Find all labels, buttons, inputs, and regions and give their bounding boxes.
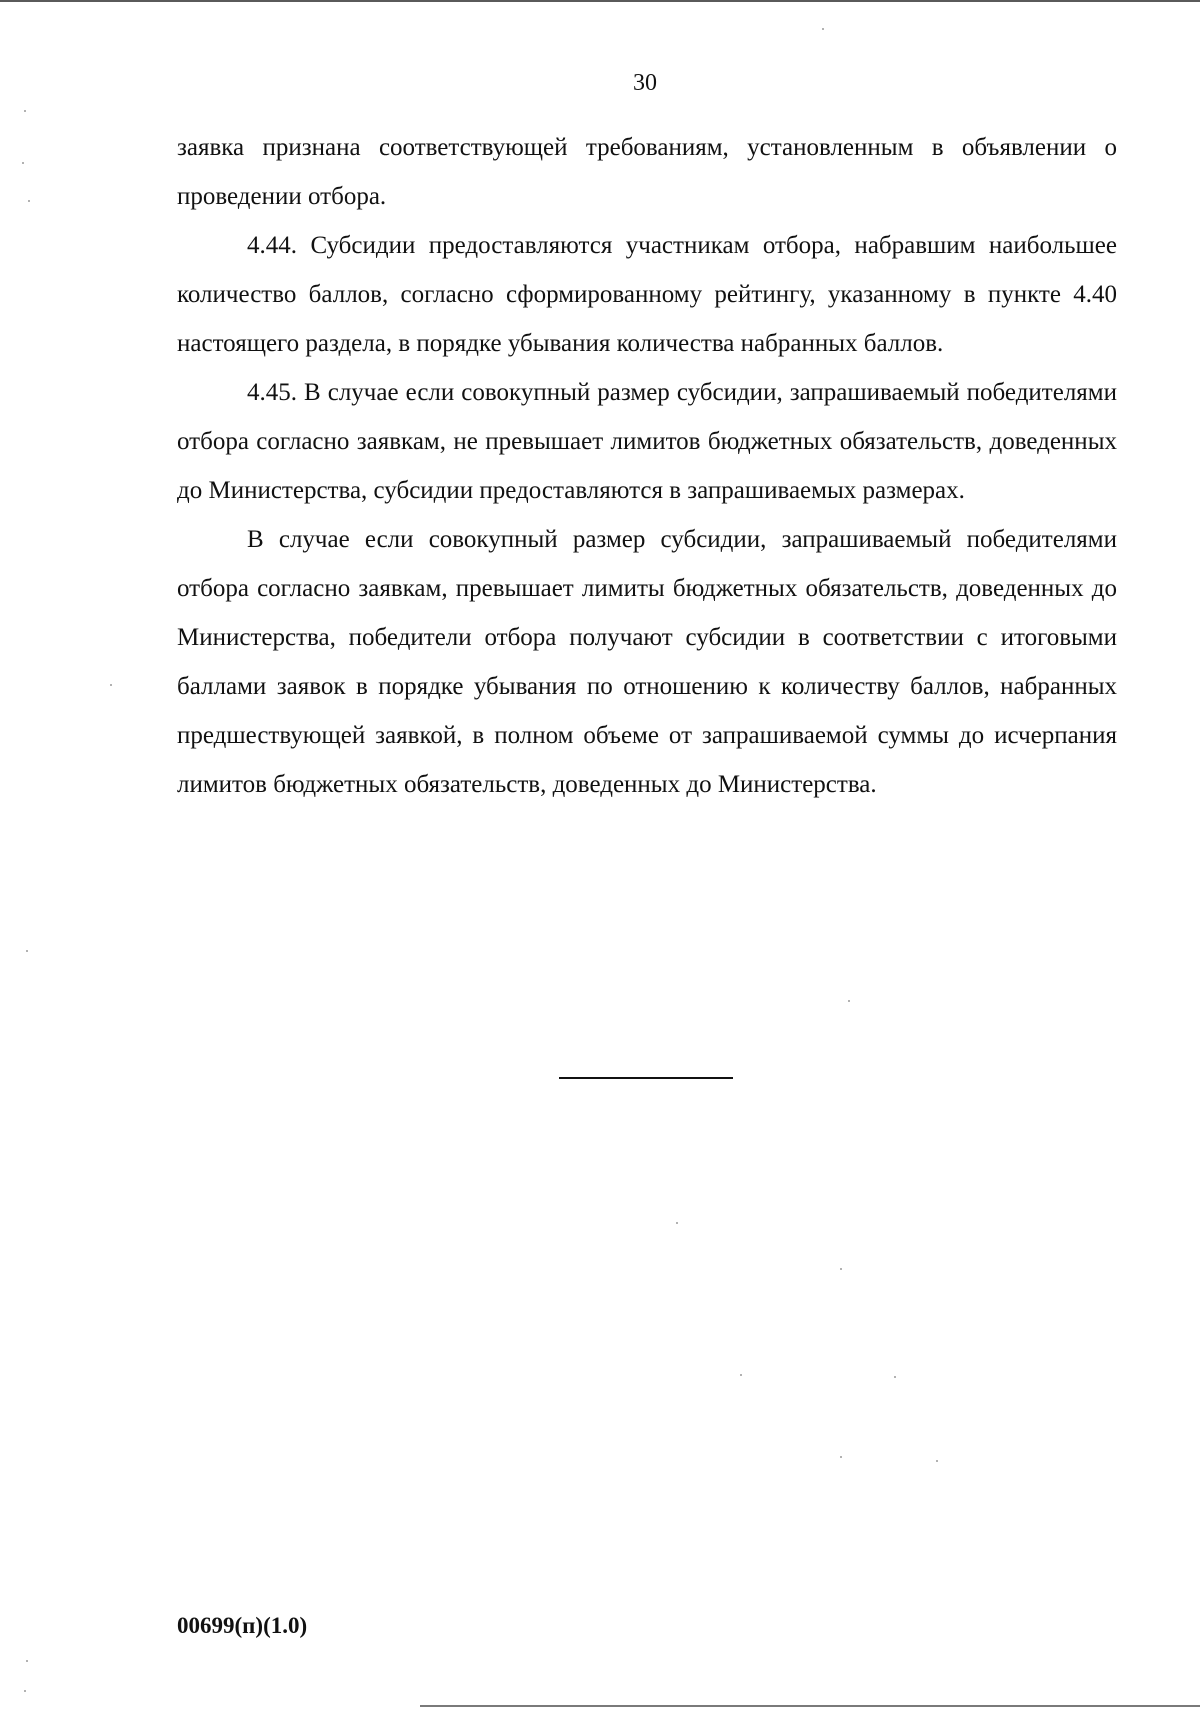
closing-divider-line [559,1077,733,1079]
page-number: 30 [633,70,657,96]
scan-speck [26,1660,28,1662]
paragraph-4-45: 4.45. В случае если совокупный размер субсидии, запрашиваемый победителями отбора согласно заявкам, не превышает лимитов бюджетных обязательств, доведенных до Министерства, субсидии предоставляются в запрашиваемых размерах. [177,379,1117,504]
scan-edge-bottom [420,1705,1200,1707]
scan-speck [26,950,28,952]
document-code: 00699(п)(1.0) [177,1613,308,1638]
scan-speck [822,28,824,30]
paragraph-4-44: 4.44. Субсидии предоставляются участникам отбора, набравшим наибольшее количество баллов, согласно сформированному рейтингу, указанному в пункте 4.40 настоящего раздела, в порядке убывания количества набранных баллов. [177,232,1117,357]
scan-speck [894,1376,896,1378]
scan-edge-top [0,0,1200,2]
scan-speck [24,1690,26,1692]
scan-speck [676,1222,678,1224]
scan-speck [22,162,24,164]
scan-speck [110,684,112,686]
scan-speck [936,1460,938,1462]
scan-speck [740,1374,742,1376]
paragraph-limits-exceeded: В случае если совокупный размер субсидии, запрашиваемый победителями отбора согласно заявкам, превышает лимиты бюджетных обязательств, доведенных до Министерства, победители отбора получают субсидии в соответствии с итоговыми баллами заявок в порядке убывания по отношению к количеству баллов, набранных предшествующей заявкой, в полном объеме от запрашиваемой суммы до исчерпания лимитов бюджетных обязательств, доведенных до Министерства. [177,526,1117,798]
document-body [177,123,1117,809]
paragraph-continuation: заявка признана соответствующей требованиям, установленным в объявлении о проведении отбора. [177,134,1117,210]
scan-speck [840,1268,842,1270]
scan-speck [28,200,30,202]
scan-speck [840,1456,842,1458]
scan-speck [24,110,26,112]
scan-speck [848,1000,850,1002]
